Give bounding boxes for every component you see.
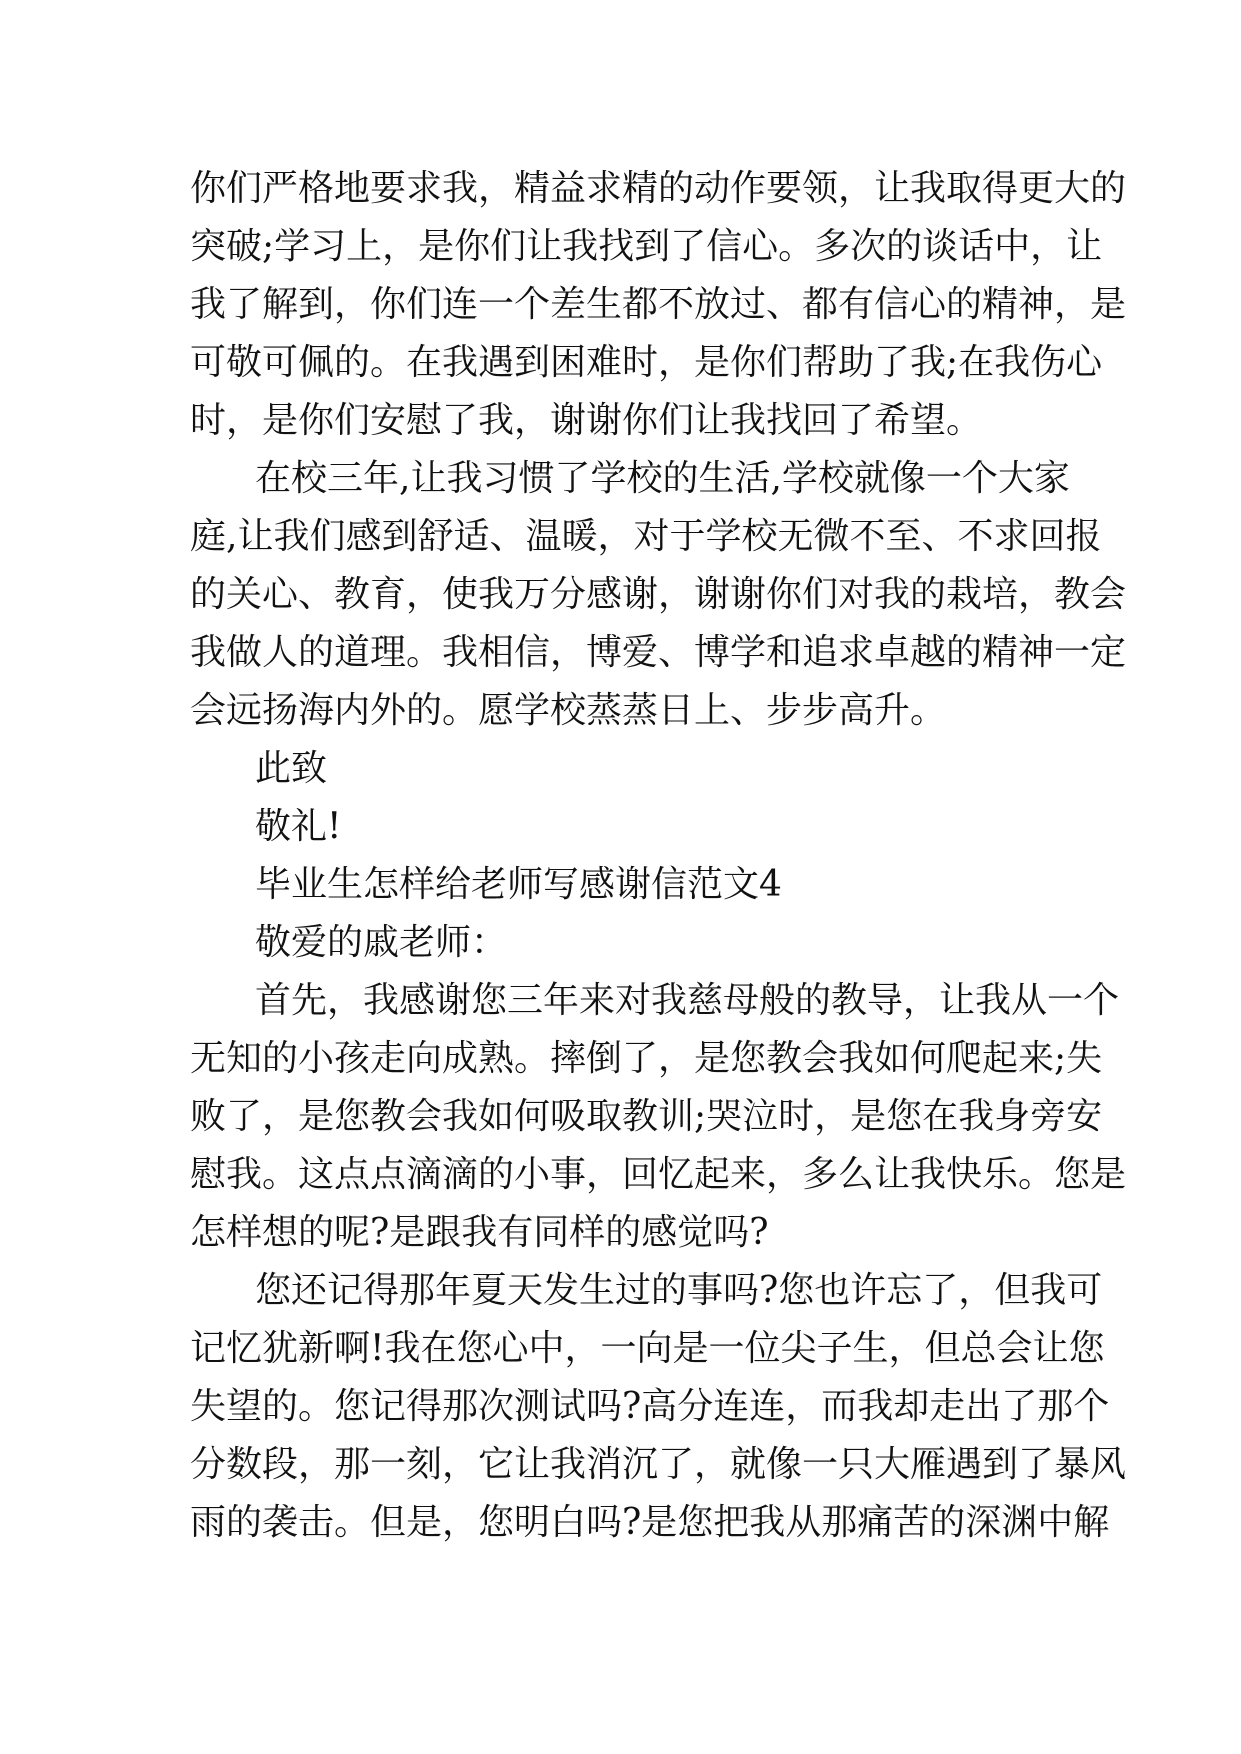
text-line: 无知的小孩走向成熟。摔倒了，是您教会我如何爬起来;失	[190, 1038, 1103, 1079]
text-line: 的关心、教育，使我万分感谢，谢谢你们对我的栽培，教会	[190, 574, 1127, 615]
text-line: 雨的袭击。但是，您明白吗?是您把我从那痛苦的深渊中解	[190, 1502, 1110, 1543]
section-title: 毕业生怎样给老师写感谢信范文4	[255, 864, 782, 905]
paragraph-start-line: 您还记得那年夏天发生过的事吗?您也许忘了，但我可	[255, 1270, 1103, 1311]
text-line: 突破;学习上，是你们让我找到了信心。多次的谈话中，让	[190, 226, 1103, 267]
text-line: 分数段，那一刻，它让我消沉了，就像一只大雁遇到了暴风	[190, 1444, 1127, 1485]
text-line: 庭,让我们感到舒适、温暖，对于学校无微不至、不求回报	[190, 516, 1102, 557]
text-line: 我了解到，你们连一个差生都不放过、都有信心的精神，是	[190, 284, 1127, 325]
letter-greeting: 敬爱的戚老师：	[255, 922, 508, 963]
text-line: 你们严格地要求我，精益求精的动作要领，让我取得更大的	[190, 168, 1127, 209]
closing-salutation: 此致	[255, 748, 328, 789]
text-line: 败了，是您教会我如何吸取教训;哭泣时，是您在我身旁安	[190, 1096, 1103, 1137]
closing-respect: 敬礼!	[255, 806, 342, 847]
paragraph-start-line: 在校三年,让我习惯了学校的生活,学校就像一个大家	[255, 458, 1070, 499]
text-line: 记忆犹新啊!我在您心中，一向是一位尖子生，但总会让您	[190, 1328, 1105, 1369]
text-line: 怎样想的呢?是跟我有同样的感觉吗?	[190, 1212, 769, 1253]
text-line: 会远扬海内外的。愿学校蒸蒸日上、步步高升。	[190, 690, 947, 731]
text-line: 慰我。这点点滴滴的小事，回忆起来，多么让我快乐。您是	[190, 1154, 1127, 1195]
paragraph-start-line: 首先，我感谢您三年来对我慈母般的教导，让我从一个	[255, 980, 1120, 1021]
text-line: 可敬可佩的。在我遇到困难时，是你们帮助了我;在我伤心	[190, 342, 1103, 383]
text-line: 时，是你们安慰了我，谢谢你们让我找回了希望。	[190, 400, 983, 441]
text-line: 失望的。您记得那次测试吗?高分连连，而我却走出了那个	[190, 1386, 1110, 1427]
text-line: 我做人的道理。我相信，博爱、博学和追求卓越的精神一定	[190, 632, 1127, 673]
